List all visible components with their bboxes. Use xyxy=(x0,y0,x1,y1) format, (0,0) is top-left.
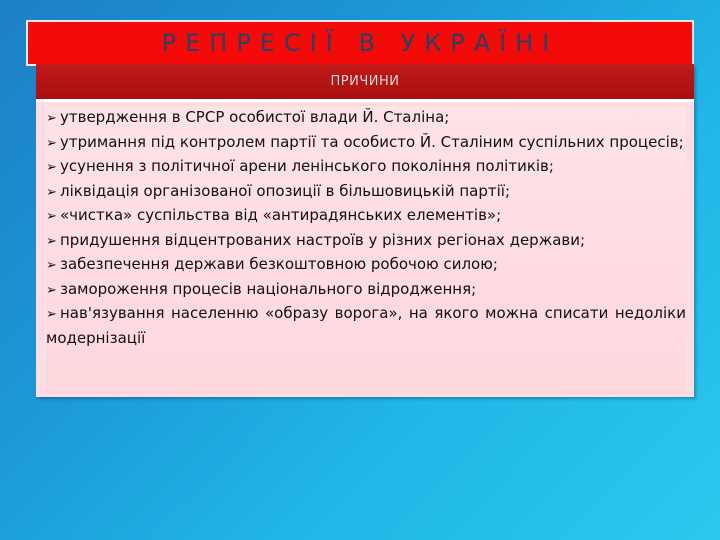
list-item xyxy=(46,131,686,156)
card-body xyxy=(46,106,686,394)
list-item-text: усунення з політичної арени ленінського покоління політиків; xyxy=(60,157,554,175)
list-item xyxy=(46,253,686,278)
list-item-text: утримання під контролем партії та особисто Й. Сталіним суспільних процесів; xyxy=(60,132,684,151)
list-item xyxy=(46,180,686,205)
causes-list xyxy=(46,106,686,349)
title-bar xyxy=(26,20,694,66)
list-item xyxy=(46,204,686,229)
list-item xyxy=(46,229,686,254)
list-item-text: придушення відцентрованих настроїв у різних регіонах держави; xyxy=(60,230,586,249)
section-header-text: ПРИЧИНИ xyxy=(330,74,400,89)
arrow-bullet-icon: ➢ xyxy=(46,233,57,249)
arrow-bullet-icon: ➢ xyxy=(46,209,57,224)
list-item-text: замороження процесів національного відродження; xyxy=(60,279,477,298)
list-item xyxy=(46,155,686,180)
section-header xyxy=(36,64,694,99)
header-divider xyxy=(36,99,694,102)
list-item xyxy=(46,302,686,349)
arrow-bullet-icon: ➢ xyxy=(46,160,57,175)
arrow-bullet-icon: ➢ xyxy=(46,111,57,126)
arrow-bullet-icon: ➢ xyxy=(46,135,57,151)
list-item-text: ліквідація організованої опозиції в більшовицькій партії; xyxy=(60,181,510,200)
list-item-text: забезпечення держави безкоштовною робочою силою; xyxy=(60,255,498,273)
arrow-bullet-icon: ➢ xyxy=(46,282,57,298)
causes-card xyxy=(36,64,694,397)
arrow-bullet-icon: ➢ xyxy=(46,184,57,200)
slide-title: РЕПРЕСІЇ В УКРАЇНІ xyxy=(161,29,559,57)
list-item-text: «чистка» суспільства від «антирадянських елементів»; xyxy=(60,206,502,224)
arrow-bullet-icon: ➢ xyxy=(46,307,57,322)
arrow-bullet-icon: ➢ xyxy=(46,258,57,273)
list-item-text: нав'язування населенню «образу ворога», на якого можна списати недоліки модернізації xyxy=(46,304,686,347)
list-item-text: утвердження в СРСР особистої влади Й. Сталіна; xyxy=(60,108,450,126)
list-item xyxy=(46,278,686,303)
list-item xyxy=(46,106,686,131)
